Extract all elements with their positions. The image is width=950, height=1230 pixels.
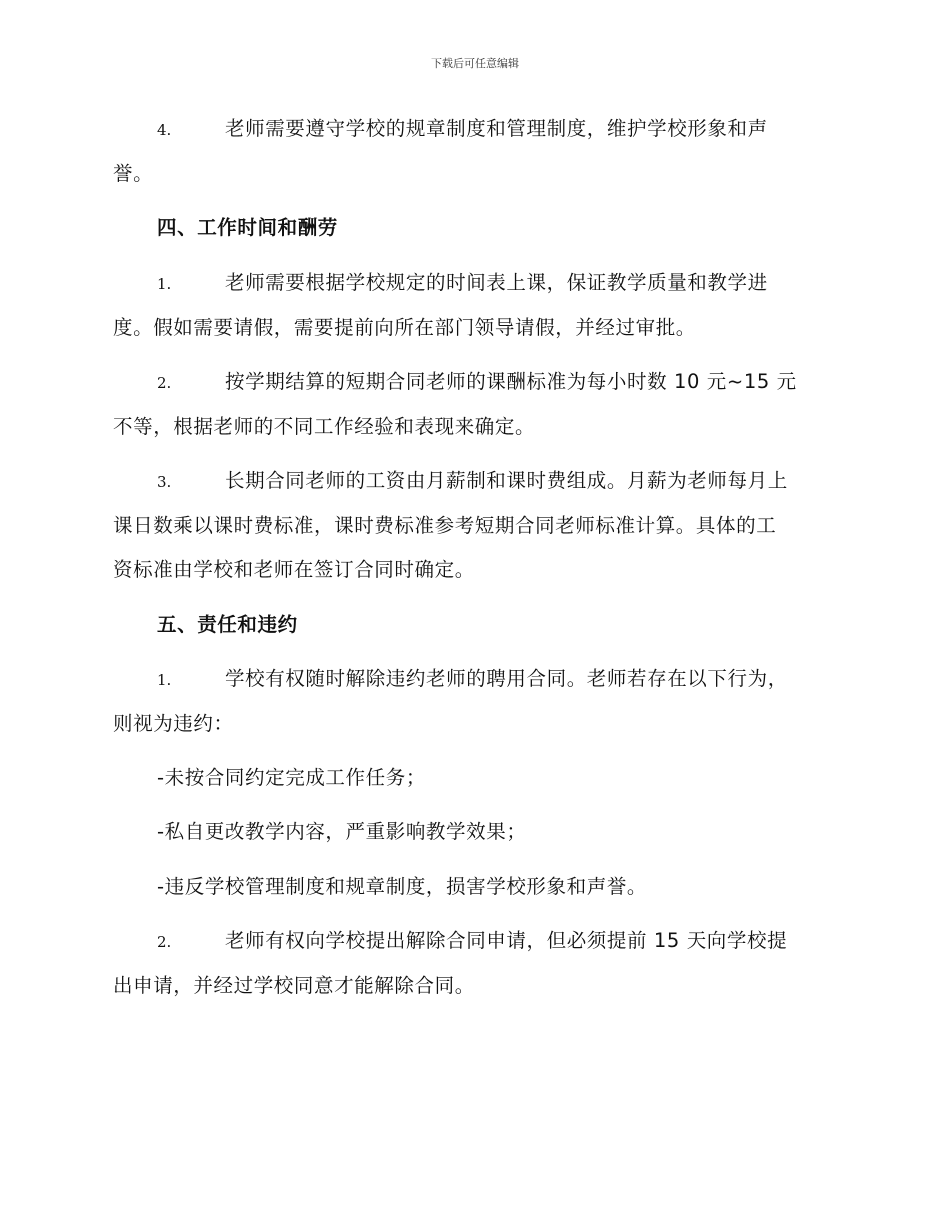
item-text-line: 课日数乘以课时费标准，课时费标准参考短期合同老师标准计算。具体的工 <box>113 514 777 537</box>
item-number: 3. <box>157 473 172 491</box>
item-number: 1. <box>157 671 172 689</box>
list-item <box>113 360 835 449</box>
item-text-line: 资标准由学校和老师在签订合同时确定。 <box>113 558 475 581</box>
list-item <box>113 261 835 350</box>
item-number: 1. <box>157 275 172 293</box>
item-text-line: 长期合同老师的工资由月薪制和课时费组成。月薪为老师每月上 <box>225 469 788 492</box>
item-text-line: 出申请，并经过学校同意才能解除合同。 <box>113 974 475 997</box>
section-heading: 四、工作时间和酬劳 <box>157 216 338 239</box>
list-item <box>113 919 835 1008</box>
section-heading: 五、责任和违约 <box>157 613 298 636</box>
item-text-line: 按学期结算的短期合同老师的课酬标准为每小时数 10 元~15 元 <box>225 370 797 393</box>
item-number: 2. <box>157 933 172 951</box>
list-item <box>113 459 835 592</box>
item-text-line: 老师有权向学校提出解除合同申请，但必须提前 15 天向学校提 <box>225 929 788 952</box>
item-text-line: 老师需要根据学校规定的时间表上课，保证教学质量和教学进 <box>225 271 768 294</box>
bullet-item: -私自更改教学内容，严重影响教学效果； <box>157 820 527 843</box>
list-item <box>113 107 835 196</box>
item-text-line: 度。假如需要请假，需要提前向所在部门领导请假，并经过审批。 <box>113 316 696 339</box>
item-number: 4. <box>157 121 172 139</box>
list-item <box>113 657 835 746</box>
page-header-note: 下载后可任意编辑 <box>431 57 519 70</box>
item-text-line: 则视为违约： <box>113 712 234 735</box>
bullet-item: -违反学校管理制度和规章制度，损害学校形象和声誉。 <box>157 875 648 898</box>
bullet-item: -未按合同约定完成工作任务； <box>157 766 426 789</box>
item-text-line: 老师需要遵守学校的规章制度和管理制度，维护学校形象和声 <box>225 117 768 140</box>
item-number: 2. <box>157 374 172 392</box>
item-text-line: 学校有权随时解除违约老师的聘用合同。老师若存在以下行为， <box>225 667 788 690</box>
item-text-line: 不等，根据老师的不同工作经验和表现来确定。 <box>113 415 536 438</box>
item-text-line: 誉。 <box>113 162 154 185</box>
